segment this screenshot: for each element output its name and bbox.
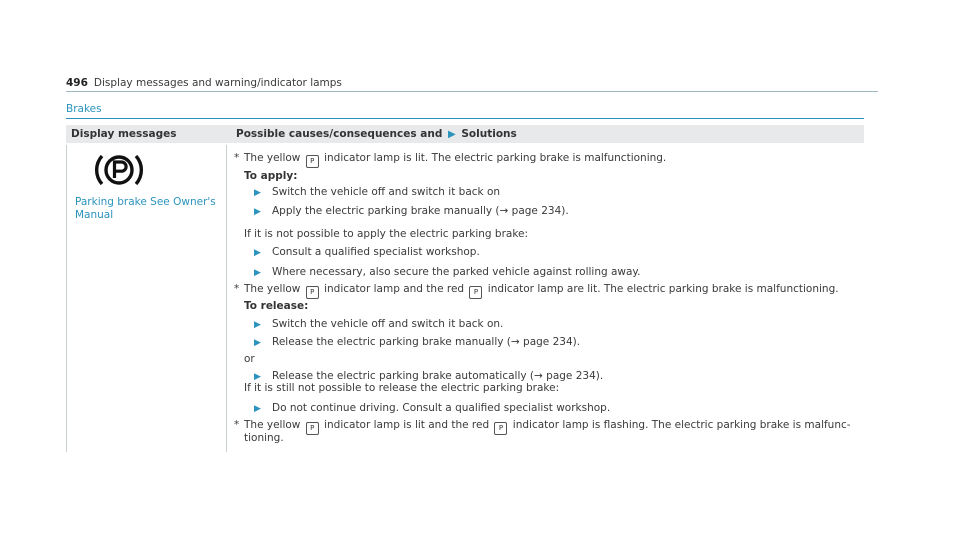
col-causes-header (236, 128, 517, 140)
list-item: * The yellow P indicator lamp is lit. The electric parking brake is malfunctioning. (234, 152, 666, 168)
parking-brake-icon: P (306, 155, 319, 168)
parking-brake-icon: P (494, 422, 507, 435)
arrow-right-icon: ▶ (254, 372, 261, 382)
page-header (66, 77, 342, 89)
arrow-right-icon: ▶ (254, 338, 261, 348)
page-reference[interactable]: page 234). (546, 370, 604, 382)
column-divider (226, 145, 227, 452)
parking-brake-icon: P (469, 286, 482, 299)
section-title: Brakes (66, 103, 102, 115)
ref-arrow-icon: → (499, 205, 509, 217)
list-item: ▶ Do not continue driving. Consult a qualified specialist workshop. (254, 402, 611, 414)
list-item: ▶ Where necessary, also secure the parked vehicle against rolling away. (254, 266, 641, 278)
text-line: If it is still not possible to release the electric parking brake: (244, 382, 560, 394)
list-item: ▶ Release the electric parking brake manually (→ page 234). (254, 336, 581, 348)
header-divider (66, 91, 878, 92)
arrow-right-icon: ▶ (448, 129, 456, 140)
page-reference[interactable]: page 234). (523, 336, 581, 348)
parking-brake-icon (75, 147, 163, 193)
ref-arrow-icon: → (510, 336, 520, 348)
arrow-right-icon: ▶ (254, 188, 261, 198)
table-left-border (66, 145, 67, 452)
ref-arrow-icon: → (534, 370, 543, 382)
page-title: Display messages and warning/indicator lamps (93, 77, 342, 89)
arrow-right-icon: ▶ (254, 207, 261, 217)
display-message-label: Parking brake See Owner's Manual (75, 196, 216, 221)
arrow-right-icon: ▶ (254, 404, 261, 414)
list-item: ▶ Switch the vehicle off and switch it back on (254, 186, 501, 198)
text-line: tioning. (244, 432, 284, 444)
col-solutions-label: Solutions (461, 128, 517, 140)
list-item: * The yellow P indicator lamp and the red P indicator lamp are lit. The electric parking brake is malfunctioning. (234, 283, 839, 299)
page-reference[interactable]: page 234). (511, 205, 569, 217)
table-header (66, 125, 864, 143)
list-item: ▶ Release the electric parking brake automatically (→ page 234). (254, 370, 604, 382)
sub-heading: To release: (244, 300, 309, 312)
col-display-messages-header: Display messages (71, 128, 177, 140)
col-causes-label: Possible causes/consequences and (236, 128, 443, 140)
parking-brake-icon: P (306, 422, 319, 435)
arrow-right-icon: ▶ (254, 248, 261, 258)
text-line: If it is not possible to apply the electric parking brake: (244, 228, 529, 240)
parking-brake-icon: P (306, 286, 319, 299)
section-divider (66, 118, 864, 119)
list-item: ▶ Switch the vehicle off and switch it back on. (254, 318, 504, 330)
list-item: ▶ Apply the electric parking brake manually (→ page 234). (254, 205, 569, 217)
arrow-right-icon: ▶ (254, 320, 261, 330)
page-number: 496 (66, 77, 88, 89)
list-item: * The yellow P indicator lamp is lit and the red P indicator lamp is flashing. The electric parking brake is malfunc- (234, 419, 851, 435)
text-line: or (244, 353, 255, 365)
sub-heading: To apply: (244, 170, 298, 182)
list-item: ▶ Consult a qualified specialist workshop. (254, 246, 480, 258)
arrow-right-icon: ▶ (254, 268, 261, 278)
